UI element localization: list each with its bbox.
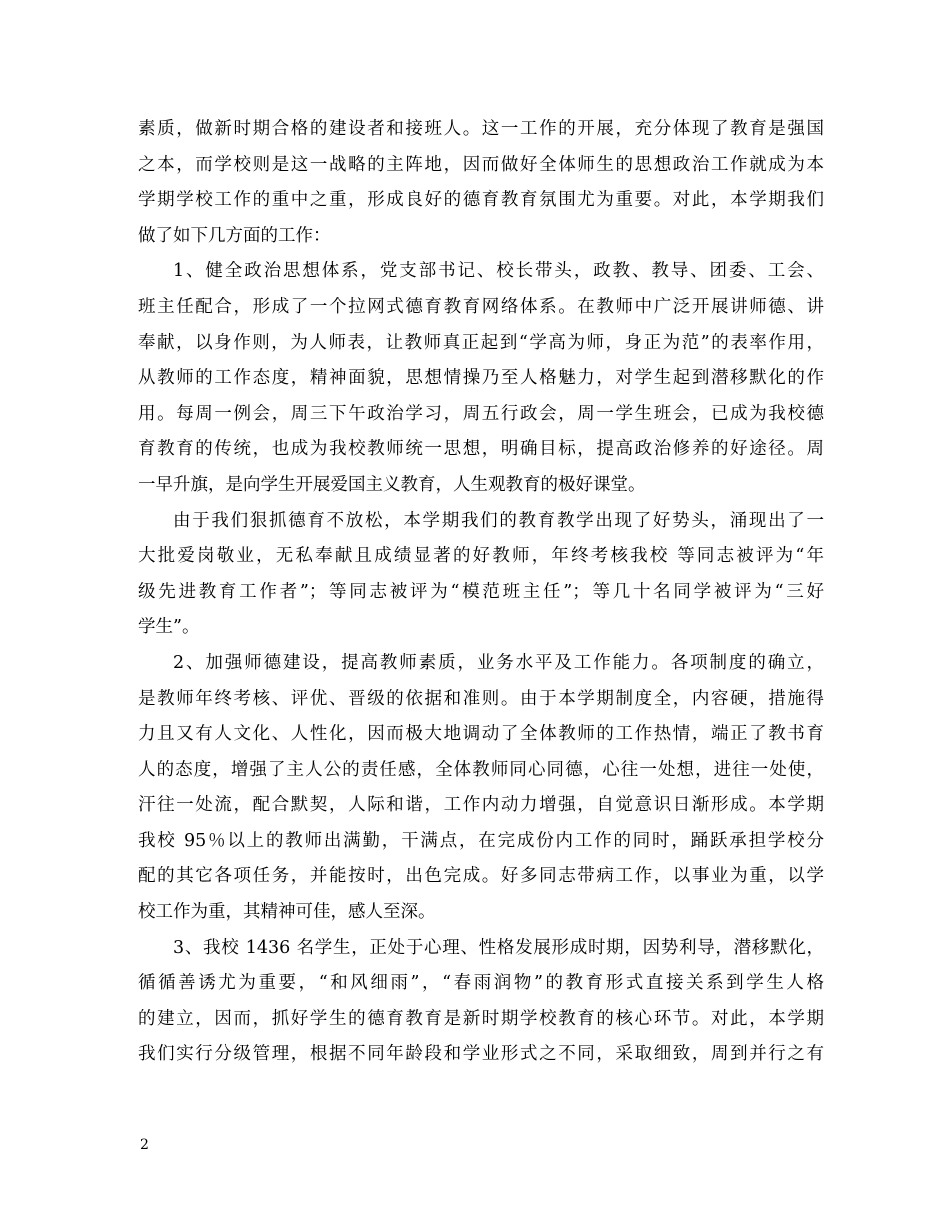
text-line: 之本，而学校则是这一战略的主阵地，因而做好全体师生的思想政治工作就成为本 — [138, 154, 824, 175]
text-line: 1、健全政治思想体系，党支部书记、校长带头，政教、教导、团委、工会、 — [173, 261, 824, 282]
text-line: 做了如下几方面的工作： — [138, 225, 331, 246]
text-line: 从教师的工作态度，精神面貌，思想情操乃至人格魅力，对学生起到潜移默化的作 — [138, 368, 824, 389]
text-line: 2、加强师德建设，提高教师素质，业务水平及工作能力。各项制度的确立， — [173, 652, 824, 673]
text-line: 的建立，因而，抓好学生的德育教育是新时期学校教育的核心环节。对此，本学期 — [138, 1008, 824, 1029]
text-line: 级先进教育工作者”；等同志被评为“模范班主任”；等几十名同学被评为“三好 — [138, 581, 824, 602]
page-number: 2 — [140, 1137, 149, 1153]
text-line: 人的态度，增强了主人公的责任感，全体教师同心同德，心往一处想，进往一处使， — [138, 759, 824, 780]
text-line: 循循善诱尤为重要，“和风细雨”，“春雨润物”的教育形式直接关系到学生人格 — [138, 973, 824, 994]
text-line: 班主任配合，形成了一个拉网式德育教育网络体系。在教师中广泛开展讲师德、讲 — [138, 296, 824, 317]
text-line: 校工作为重，其精神可佳，感人至深。 — [138, 902, 436, 923]
text-line: 配的其它各项任务，并能按时，出色完成。好多同志带病工作，以事业为重，以学 — [138, 866, 824, 887]
text-line: 我校 95％以上的教师出满勤，干满点，在完成份内工作的同时，踊跃承担学校分 — [138, 830, 824, 851]
text-line: 育教育的传统，也成为我校教师统一思想，明确目标，提高政治修养的好途径。周 — [138, 439, 824, 460]
text-line: 一早升旗，是向学生开展爱国主义教育，人生观教育的极好课堂。 — [138, 474, 646, 495]
text-line: 用。每周一例会，周三下午政治学习，周五行政会，周一学生班会，已成为我校德 — [138, 403, 824, 424]
text-line: 力且又有人文化、人性化，因而极大地调动了全体教师的工作热情，端正了教书育 — [138, 724, 824, 745]
text-line: 我们实行分级管理，根据不同年龄段和学业形式之不同，采取细致，周到并行之有 — [138, 1044, 824, 1065]
text-line: 学生”。 — [138, 617, 200, 638]
text-line: 奉献，以身作则，为人师表，让教师真正起到“学高为师，身正为范”的表率作用， — [138, 332, 824, 353]
text-line: 素质，做新时期合格的建设者和接班人。这一工作的开展，充分体现了教育是强国 — [138, 119, 824, 139]
document-body — [138, 112, 824, 1073]
text-line: 汗往一处流，配合默契，人际和谐，工作内动力增强，自觉意识日渐形成。本学期 — [138, 795, 824, 816]
text-line: 大批爱岗敬业，无私奉献且成绩显著的好教师，年终考核我校 等同志被评为“年 — [138, 546, 824, 567]
text-line: 由于我们狠抓德育不放松，本学期我们的教育教学出现了好势头，涌现出了一 — [173, 510, 824, 531]
text-line: 是教师年终考核、评优、晋级的依据和准则。由于本学期制度全，内容硬，措施得 — [138, 688, 824, 709]
text-line: 3、我校 1436 名学生，正处于心理、性格发展形成时期，因势利导，潜移默化， — [173, 937, 824, 958]
text-line: 学期学校工作的重中之重，形成良好的德育教育氛围尤为重要。对此，本学期我们 — [138, 190, 824, 211]
